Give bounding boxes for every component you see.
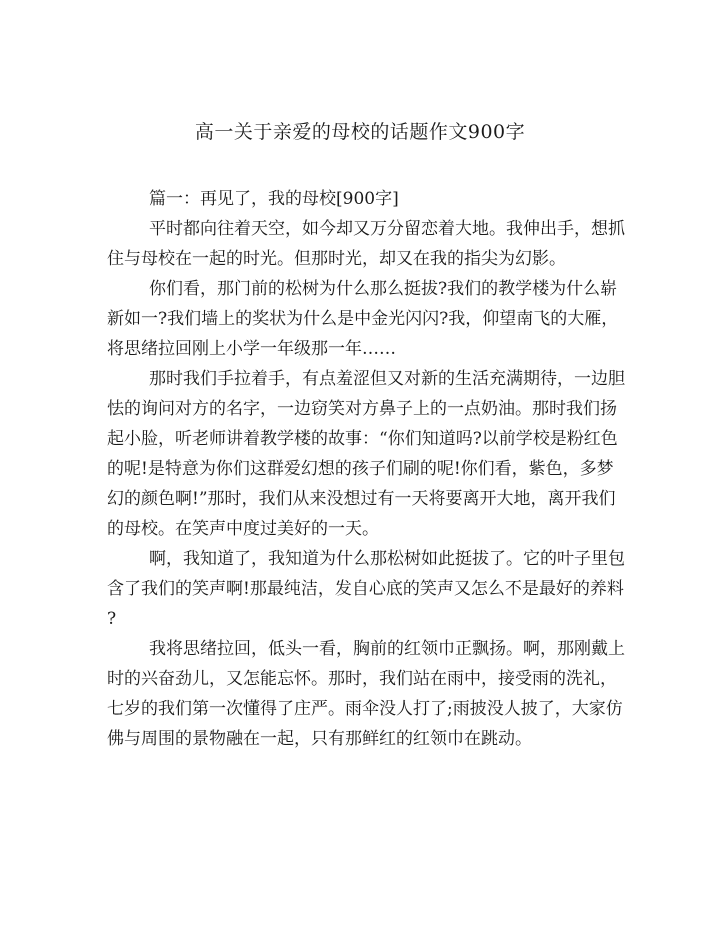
- text-line: 篇一：再见了，我的母校[900字]: [149, 189, 399, 209]
- text-line: 的母校。在笑声中度过美好的一天。: [107, 519, 379, 539]
- text-line: 含了我们的笑声啊!那最纯洁，发自心底的笑声又怎么不是最好的养料: [107, 579, 624, 599]
- document-body: [107, 184, 625, 754]
- text-line: 的呢!是特意为你们这群爱幻想的孩子们刷的呢!你们看，紫色，多梦: [107, 459, 614, 479]
- text-line: 住与母校在一起的时光。但那时光，却又在我的指尖为幻影。: [107, 249, 566, 269]
- text-line: 幻的颜色啊!”那时，我们从来没想过有一天将要离开大地，离开我们: [107, 489, 616, 509]
- text-line: 时的兴奋劲儿，又怎能忘怀。那时，我们站在雨中，接受雨的洗礼，: [107, 669, 617, 689]
- text-line: 你们看，那门前的松树为什么那么挺拔?我们的教学楼为什么崭: [149, 279, 618, 299]
- text-line: 那时我们手拉着手，有点羞涩但又对新的生活充满期待，一边胆: [149, 369, 625, 389]
- text-line: 怯的询问对方的名字，一边窃笑对方鼻子上的一点奶油。那时我们扬: [107, 399, 617, 419]
- text-line: 我将思绪拉回，低头一看，胸前的红领巾正飘扬。啊，那刚戴上: [149, 639, 625, 659]
- document-title: 高一关于亲爱的母校的话题作文900字: [194, 121, 526, 143]
- text-line: 佛与周围的景物融在一起，只有那鲜红的红领巾在跳动。: [107, 729, 532, 749]
- text-line: 啊，我知道了，我知道为什么那松树如此挺拔了。它的叶子里包: [149, 549, 625, 569]
- text-line: 将思绪拉回刚上小学一年级那一年……: [107, 339, 396, 359]
- text-line: ?: [107, 609, 117, 629]
- text-line: 七岁的我们第一次懂得了庄严。雨伞没人打了;雨披没人披了，大家仿: [107, 699, 623, 719]
- text-line: 平时都向往着天空，如今却又万分留恋着大地。我伸出手，想抓: [149, 219, 625, 239]
- text-line: 新如一?我们墙上的奖状为什么是中金光闪闪?我，仰望南飞的大雁，: [107, 309, 619, 329]
- text-line: 起小脸，听老师讲着教学楼的故事：“你们知道吗?以前学校是粉红色: [107, 429, 618, 449]
